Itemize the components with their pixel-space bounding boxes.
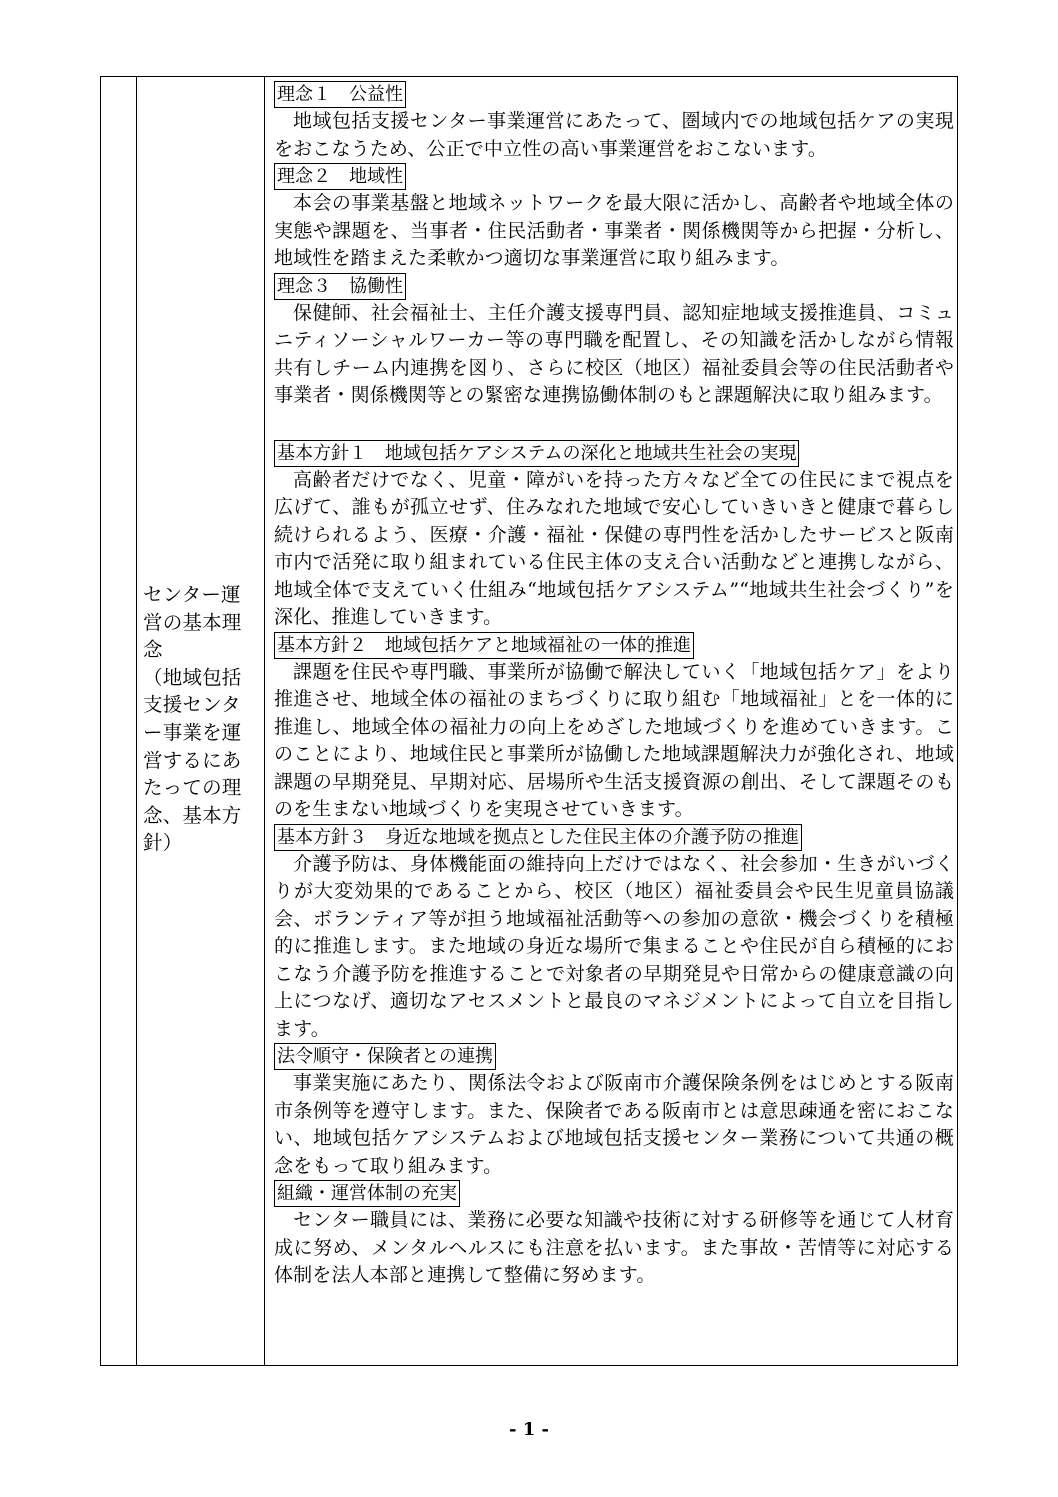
section-compliance (274, 1043, 954, 1180)
row-label-line: 針） (143, 831, 183, 855)
section-text: 本会の事業基盤と地域ネットワークを最大限に活かし、高齢者や地域全体の実態や課題を、当事者・住民活動者・事業者・関係機関等から把握・分析し、地域性を踏まえた柔軟かつ適切な事業運営に取り組みます。 (274, 192, 954, 269)
section-heading: 理念３ 協働性 (274, 273, 406, 300)
table-column-label (137, 77, 265, 1365)
row-label-line: ー事業を運 (143, 720, 242, 744)
section-text: 課題を住民や専門職、事業所が協働で解決していく「地域包括ケア」をより推進させ、地域全体の福祉のまちづくりに取り組む「地域福祉」とを一体的に推進し、地域全体の福祉力の向上をめざした地域づくりを進めていきます。このことにより、地域住民と事業所が協働した地域課題解決力が強化され、地域課題の早期発見、早期対応、居場所や生活支援資源の創出、そして課題そのものを生まない地域づくりを実現させていきます。 (274, 660, 954, 820)
section-heading: 基本方針３ 身近な地域を拠点とした住民主体の介護予防の推進 (274, 824, 802, 851)
table-column-content (265, 77, 957, 1365)
section-heading: 法令順守・保険者との連携 (274, 1043, 496, 1070)
section-heading: 理念２ 地域性 (274, 163, 406, 190)
section-text: 事業実施にあたり、関係法令および阪南市介護保険条例をはじめとする阪南市条例等を遵守します。また、保険者である阪南市とは意思疎通を密におこない、地域包括ケアシステムおよび地域包括支援センター業務について共通の概念をもって取り組みます。 (274, 1072, 954, 1177)
row-label-line: 念、基本方 (143, 803, 242, 827)
section-heading: 組織・運営体制の充実 (274, 1180, 460, 1207)
table-column-number (101, 77, 137, 1365)
section-heading: 基本方針１ 地域包括ケアシステムの深化と地域共生社会の実現 (274, 440, 799, 467)
row-label (143, 581, 259, 857)
section-principle-2 (274, 163, 954, 273)
section-organization (274, 1180, 954, 1290)
row-label-line: 念 (143, 638, 163, 662)
section-text: 高齢者だけでなく、児童・障がいを持った方々など全ての住民にまで視点を広げて、誰もが孤立せず、住みなれた地域で安心していきいきと健康で暮らし続けられるよう、医療・介護・福祉・保健の専門性を活かしたサービスと阪南市内で活発に取り組まれている住民主体の支え合い活動などと連携しながら、地域全体で支えていく仕組み“地域包括ケアシステム”“地域共生社会づくり”を深化、推進していきます。 (274, 468, 954, 628)
page-number: - 1 - (509, 1419, 549, 1440)
section-policy-1 (274, 440, 954, 632)
section-text: 保健師、社会福祉士、主任介護支援専門員、認知症地域支援推進員、コミュニティソーシャルワーカー等の専門職を配置し、その知識を活かしながら情報共有しチーム内連携を図り、さらに校区（地区）福祉委員会等の住民活動者や事業者・関係機関等との緊密な連携協働体制のもと課題解決に取り組みます。 (274, 301, 954, 406)
section-heading: 基本方針２ 地域包括ケアと地域福祉の一体的推進 (274, 632, 694, 659)
document-table (100, 76, 958, 1366)
row-label-line: センター運 (143, 583, 241, 606)
section-text: 地域包括支援センター事業運営にあたって、圏域内での地域包括ケアの実現をおこなうため、公正で中立性の高い事業運営をおこないます。 (274, 110, 954, 160)
section-heading: 理念１ 公益性 (274, 81, 406, 108)
section-text: 介護予防は、身体機能面の維持向上だけではなく、社会参加・生きがいづくりが大変効果的であることから、校区（地区）福祉委員会や民生児童員協議会、ボランティア等が担う地域福祉活動等への参加の意欲・機会づくりを積極的に推進します。また地域の身近な場所で集まることや住民が自ら積極的におこなう介護予防を推進することで対象者の早期発見や日常からの健康意識の向上につなげ、適切なアセスメントと最良のマネジメントによって自立を目指します。 (274, 852, 954, 1040)
section-principle-3 (274, 273, 954, 410)
row-label-line: たっての理 (143, 776, 242, 800)
row-label-line: 営の基本理 (143, 610, 242, 634)
row-label-line: （地域包括 (143, 665, 242, 689)
section-spacer (274, 410, 954, 440)
row-label-line: 営するにあ (143, 748, 242, 772)
section-policy-3 (274, 824, 954, 1044)
section-principle-1 (274, 81, 954, 163)
row-label-line: 支援センタ (143, 693, 241, 717)
section-policy-2 (274, 632, 954, 824)
content-body (274, 81, 954, 1290)
section-text: センター職員には、業務に必要な知識や技術に対する研修等を通じて人材育成に努め、メンタルヘルスにも注意を払います。また事故・苦情等に対応する体制を法人本部と連携して整備に努めます。 (274, 1209, 954, 1286)
